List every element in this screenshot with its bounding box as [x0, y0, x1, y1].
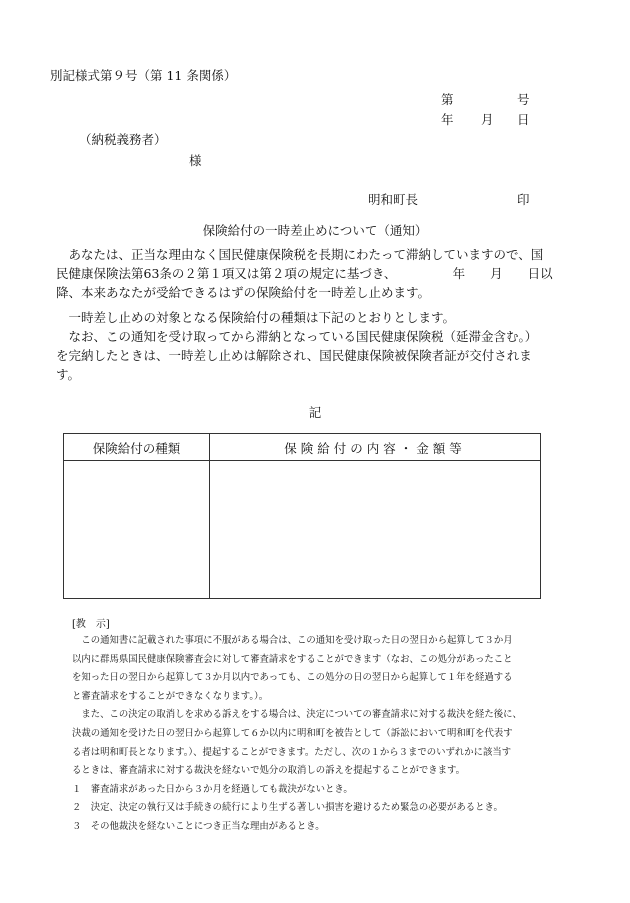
- issuer-seal: 印: [517, 192, 530, 207]
- table-header-benefit-details: 保険給付の内容・金額等: [284, 441, 466, 456]
- notice-body: [72, 632, 572, 837]
- benefit-table: [63, 433, 541, 599]
- body-paragraph-3: [56, 327, 586, 384]
- notice-line: と審査請求をすることができなくなります。）。: [72, 690, 269, 702]
- notice-line: るときは、審査請求に対する裁決を経ないで処分の取消しの訴えを提起することができます。: [72, 765, 466, 777]
- body-line: 民健康保険法第63条の２第１項又は第２項の規定に基づき、 年 月 日以: [56, 266, 553, 281]
- notice-line: この通知書に記載された事項に不服がある場合は、この通知を受け取った日の翌日から起算して３か月: [72, 635, 513, 646]
- body-line: 一時差し止めの対象となる保険給付の種類は下記のとおりとします。: [56, 310, 456, 325]
- ki-marker: 記: [308, 405, 322, 420]
- notice-line: を知った日の翌日から起算して３か月以内であっても、この処分の日の翌日から起算して１年を経過する: [72, 672, 513, 684]
- notice-item: ３ その他裁決を経ないことにつき正当な理由があるとき。: [72, 820, 325, 832]
- notice-line: 決裁の通知を受けた日の翌日から起算して６か以内に明和町を被告として（訴訟において明和町を代表す: [72, 727, 513, 739]
- issuer-name: 明和町長: [368, 192, 419, 207]
- body-line: を完納したときは、一時差し止めは解除され、国民健康保険被保険者証が交付されま: [56, 348, 532, 363]
- body-paragraph-2: [56, 308, 586, 327]
- body-line: 降、本来あなたが受給できるはずの保険給付を一時差し止めます。: [56, 285, 431, 300]
- notice-heading: [教 示]: [72, 619, 110, 630]
- date-day: 日: [517, 112, 530, 127]
- notice-line: また、この決定の取消しを求める訴えをする場合は、決定についての審査請求に対する裁決を経た後に、: [72, 709, 522, 721]
- body-paragraph-1: [56, 245, 586, 302]
- body-line: す。: [56, 367, 81, 382]
- notice-item: １ 審査請求があった日から３か月を経過しても裁決がないとき。: [72, 783, 353, 795]
- recipient-role: （納税義務者）: [79, 132, 167, 147]
- doc-number-prefix: 第: [441, 92, 454, 107]
- body-line: なお、この通知を受け取ってから滞納となっている国民健康保険税（延滞金含む。）: [56, 329, 538, 344]
- table-header-benefit-type: 保険給付の種類: [92, 441, 181, 456]
- notice-line: る者は明和町長となります。）、提起することができます。ただし、次の１から３までのいずれかに該当す: [72, 746, 512, 758]
- notice-item: ２ 決定、決定の執行又は手続きの続行により生ずる著しい損害を避けるため緊急の必要があるとき。: [72, 802, 503, 814]
- table-column-divider: [209, 434, 210, 598]
- subject-title: 保険給付の一時差止めについて（通知）: [202, 223, 428, 238]
- date-month: 月: [481, 112, 494, 127]
- doc-number-suffix: 号: [517, 92, 530, 107]
- body-line: あなたは、正当な理由なく国民健康保険税を長期にわたって滞納していますので、国: [56, 247, 544, 262]
- notice-line: 以内に群馬県国民健康保険審査会に対して審査請求をすることができます（なお、この処分があったこと: [72, 653, 513, 665]
- date-year: 年: [441, 112, 454, 127]
- recipient-honorific: 様: [189, 153, 202, 168]
- form-label: 別記様式第９号（第 11 条関係）: [50, 68, 237, 83]
